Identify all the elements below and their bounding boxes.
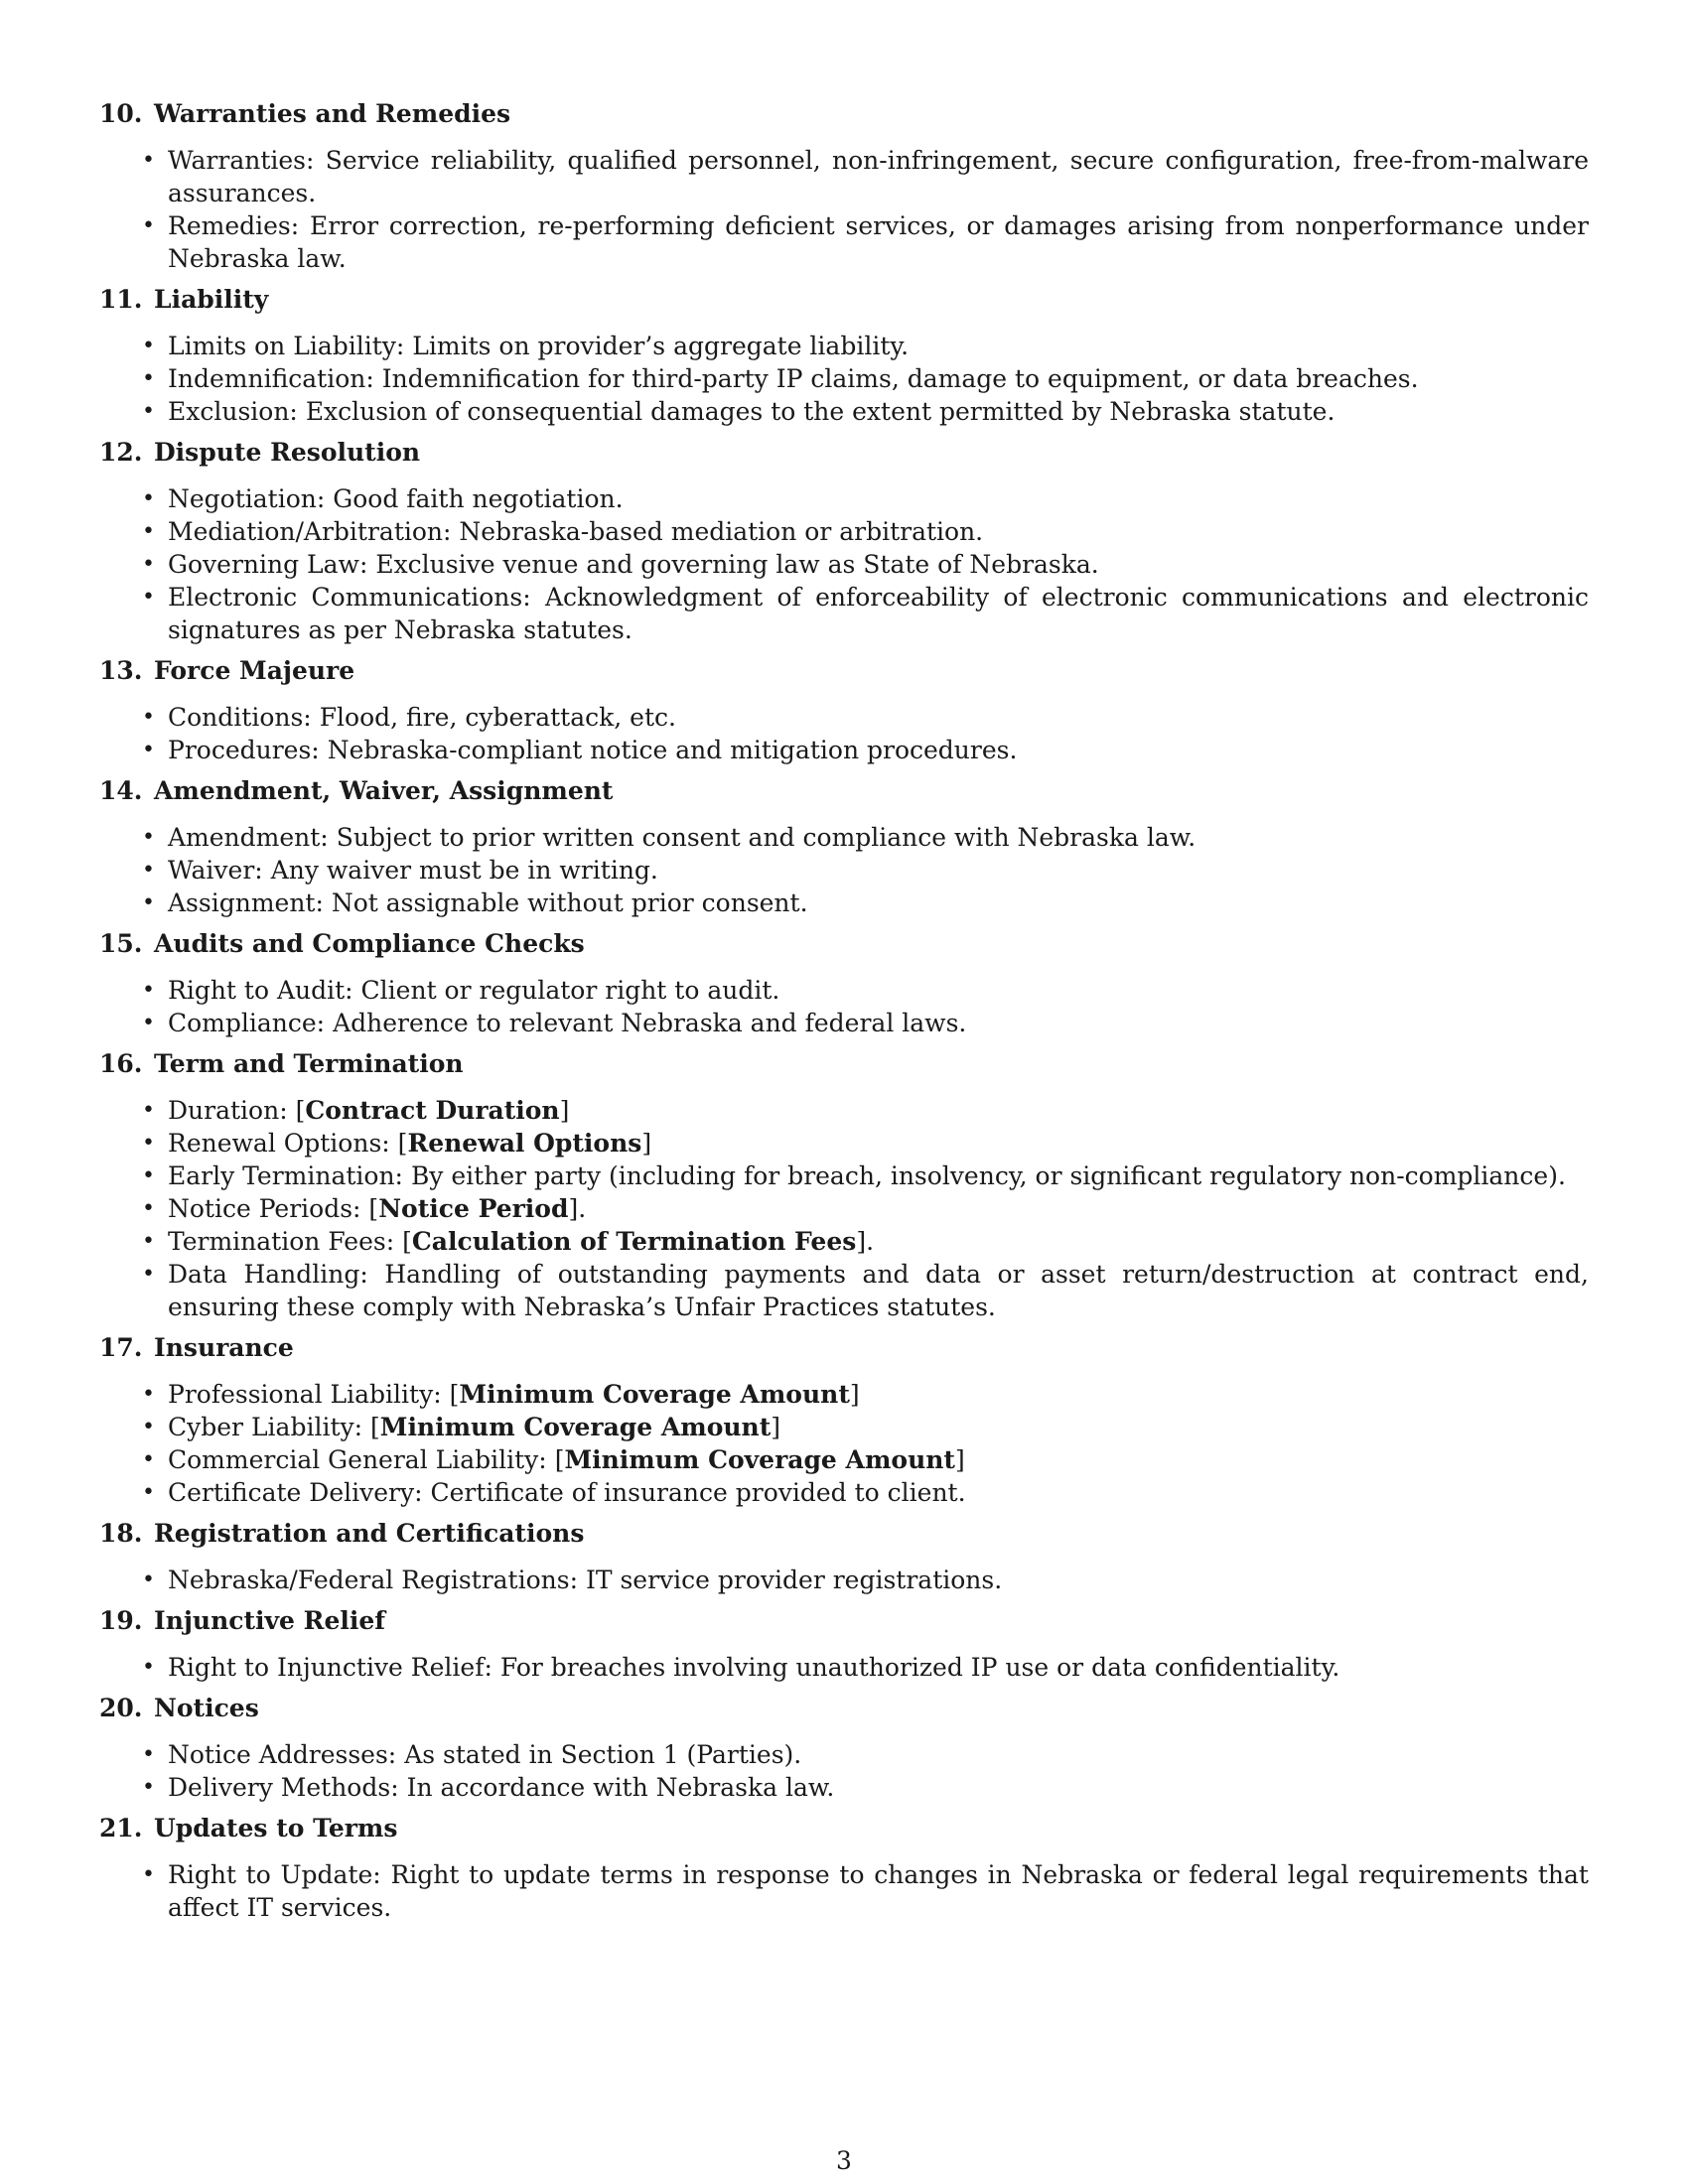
item-label: Delivery Methods: xyxy=(168,1773,399,1802)
item-text: Not assignable without prior consent. xyxy=(331,888,808,917)
bullet-icon: • xyxy=(142,1862,155,1887)
section-title: Insurance xyxy=(154,1333,294,1362)
section-heading xyxy=(99,1604,1589,1638)
list-item xyxy=(99,1476,1589,1509)
list-item: • Notice Periods: [Notice Period]. xyxy=(142,1194,587,1223)
item-text: Certificate of insurance provided to client. xyxy=(430,1478,966,1507)
section-title: Liability xyxy=(154,285,269,314)
list-item xyxy=(99,362,1589,395)
item-label: Warranties: xyxy=(168,146,315,175)
section-heading xyxy=(99,97,1589,131)
section-heading xyxy=(99,283,1589,317)
section-number: 20. xyxy=(99,1694,143,1722)
page-number: 3 xyxy=(836,2146,852,2175)
list-item xyxy=(99,144,1589,209)
bullet-list xyxy=(99,821,1589,919)
section-number: 16. xyxy=(99,1049,143,1078)
section-number: 12. xyxy=(99,438,143,467)
item-label: Right to Update: xyxy=(168,1860,381,1889)
item-text: Limits on provider’s aggregate liability. xyxy=(412,332,910,360)
placeholder-field: Minimum Coverage Amount xyxy=(564,1445,955,1474)
section-heading xyxy=(99,1692,1589,1725)
list-item xyxy=(99,854,1589,887)
item-label: Governing Law: xyxy=(168,550,368,579)
bullet-list xyxy=(99,701,1589,766)
list-item xyxy=(99,1160,1589,1192)
bullet-icon: • xyxy=(142,148,155,173)
item-label: Commercial General Liability: xyxy=(168,1445,547,1474)
placeholder-field: Minimum Coverage Amount xyxy=(379,1413,772,1441)
bullet-icon: • xyxy=(142,1098,155,1123)
bullet-icon: • xyxy=(142,738,155,762)
placeholder-field: Renewal Options xyxy=(407,1129,642,1158)
item-text: Nebraska-compliant notice and mitigation procedures. xyxy=(327,736,1018,764)
section-number: 19. xyxy=(99,1606,143,1635)
list-item xyxy=(99,1007,1589,1039)
section-title: Registration and Certifications xyxy=(154,1519,585,1548)
bullet-icon: • xyxy=(142,334,155,358)
item-label: Negotiation: xyxy=(168,484,326,513)
item-label: Notice Addresses: xyxy=(168,1740,397,1769)
section-number: 21. xyxy=(99,1814,143,1843)
section-heading xyxy=(99,1812,1589,1845)
bullet-icon: • xyxy=(142,1011,155,1035)
item-text: As stated in Section 1 (Parties). xyxy=(404,1740,802,1769)
item-text: In accordance with Nebraska law. xyxy=(406,1773,835,1802)
list-item xyxy=(99,395,1589,428)
list-item xyxy=(99,701,1589,734)
section-17 xyxy=(99,1331,1589,1509)
list-item xyxy=(99,974,1589,1007)
list-item xyxy=(99,821,1589,854)
item-suffix: . xyxy=(578,1194,587,1223)
bullet-icon: • xyxy=(142,213,155,238)
item-text: Adherence to relevant Nebraska and federal laws. xyxy=(333,1009,967,1037)
section-14 xyxy=(99,774,1589,919)
section-heading xyxy=(99,1047,1589,1081)
bullet-icon: • xyxy=(142,399,155,424)
bullet-icon: • xyxy=(142,1447,155,1472)
bullet-icon: • xyxy=(142,519,155,544)
section-20 xyxy=(99,1692,1589,1804)
section-title: Amendment, Waiver, Assignment xyxy=(154,776,614,805)
list-item xyxy=(99,1258,1589,1323)
list-item: • Cyber Liability: [Minimum Coverage Amount] xyxy=(142,1413,781,1441)
section-title: Notices xyxy=(154,1694,259,1722)
item-label: Right to Audit: xyxy=(168,976,353,1005)
section-number: 11. xyxy=(99,285,143,314)
sections-container xyxy=(99,97,1589,1924)
item-text: Right to update terms in response to changes in Nebraska or federal legal requirements that affect IT services. xyxy=(168,1860,1589,1922)
bullet-icon: • xyxy=(142,858,155,883)
section-13 xyxy=(99,654,1589,766)
item-text: Flood, fire, cyberattack, etc. xyxy=(319,703,676,732)
bullet-icon: • xyxy=(142,1163,155,1188)
list-item: • Renewal Options: [Renewal Options] xyxy=(142,1129,652,1158)
bullet-icon: • xyxy=(142,1262,155,1287)
list-item xyxy=(99,548,1589,581)
bullet-icon: • xyxy=(142,890,155,915)
item-text: For breaches involving unauthorized IP use or data confidentiality. xyxy=(499,1653,1340,1682)
document-page xyxy=(99,97,1589,1932)
bullet-icon: • xyxy=(142,1229,155,1254)
section-16 xyxy=(99,1047,1589,1323)
section-11 xyxy=(99,283,1589,428)
list-item xyxy=(99,1738,1589,1771)
bullet-icon: • xyxy=(142,1655,155,1680)
bullet-icon: • xyxy=(142,552,155,577)
bullet-icon: • xyxy=(142,1196,155,1221)
bullet-list xyxy=(99,1738,1589,1804)
item-text: IT service provider registrations. xyxy=(585,1566,1003,1594)
list-item xyxy=(99,1771,1589,1804)
section-19 xyxy=(99,1604,1589,1684)
list-item: • Commercial General Liability: [Minimum Coverage Amount] xyxy=(142,1445,965,1474)
item-label: Nebraska/Federal Registrations: xyxy=(168,1566,579,1594)
item-label: Conditions: xyxy=(168,703,312,732)
bullet-list xyxy=(99,1564,1589,1596)
bullet-icon: • xyxy=(142,1775,155,1800)
item-text: Good faith negotiation. xyxy=(333,484,624,513)
bullet-icon: • xyxy=(142,585,155,610)
item-label: Termination Fees: xyxy=(168,1227,395,1256)
section-title: Updates to Terms xyxy=(154,1814,398,1843)
list-item xyxy=(99,209,1589,275)
item-label: Electronic Communications: xyxy=(168,583,531,612)
item-label: Mediation/Arbitration: xyxy=(168,517,452,546)
bullet-list xyxy=(99,1378,1589,1509)
item-text: Exclusive venue and governing law as State of Nebraska. xyxy=(375,550,1099,579)
placeholder-field: Minimum Coverage Amount xyxy=(459,1380,850,1409)
placeholder-field: Contract Duration xyxy=(305,1096,560,1125)
list-item: • Termination Fees: [Calculation of Termination Fees]. xyxy=(142,1227,875,1256)
bullet-list xyxy=(99,1858,1589,1924)
bullet-icon: • xyxy=(142,1382,155,1407)
section-number: 18. xyxy=(99,1519,143,1548)
item-label: Data Handling: xyxy=(168,1260,368,1289)
list-item xyxy=(99,887,1589,919)
section-heading xyxy=(99,1331,1589,1365)
bullet-icon: • xyxy=(142,1568,155,1592)
bullet-icon: • xyxy=(142,486,155,511)
item-label: Compliance: xyxy=(168,1009,326,1037)
section-21 xyxy=(99,1812,1589,1924)
bullet-icon: • xyxy=(142,825,155,850)
section-number: 10. xyxy=(99,99,143,128)
item-text: Any waiver must be in writing. xyxy=(270,856,658,885)
list-item xyxy=(99,482,1589,515)
bullet-list xyxy=(99,330,1589,428)
item-text: Error correction, re-performing deficient services, or damages arising from nonperformance under Nebraska law. xyxy=(168,211,1589,273)
list-item xyxy=(99,1564,1589,1596)
item-label: Procedures: xyxy=(168,736,320,764)
item-text: Handling of outstanding payments and data or asset return/destruction at contract end, ensuring these comply with Nebraska’s Unfair Practices statutes. xyxy=(168,1260,1589,1321)
placeholder-field: Notice Period xyxy=(378,1194,569,1223)
bullet-icon: • xyxy=(142,366,155,391)
list-item xyxy=(99,1858,1589,1924)
item-suffix: . xyxy=(866,1227,875,1256)
item-label: Early Termination: xyxy=(168,1161,403,1190)
item-label: Duration: xyxy=(168,1096,288,1125)
section-heading xyxy=(99,927,1589,961)
list-item xyxy=(99,515,1589,548)
item-text: Indemnification for third-party IP claims, damage to equipment, or data breaches. xyxy=(381,364,1419,393)
item-text: By either party (including for breach, insolvency, or significant regulatory non-compliance). xyxy=(410,1161,1566,1190)
list-item xyxy=(99,330,1589,362)
section-10 xyxy=(99,97,1589,275)
section-12 xyxy=(99,436,1589,646)
section-heading xyxy=(99,654,1589,688)
section-heading xyxy=(99,1517,1589,1551)
section-title: Dispute Resolution xyxy=(154,438,421,467)
bullet-icon: • xyxy=(142,978,155,1003)
item-label: Cyber Liability: xyxy=(168,1413,363,1441)
placeholder-field: Calculation of Termination Fees xyxy=(411,1227,857,1256)
section-number: 15. xyxy=(99,929,143,958)
section-title: Force Majeure xyxy=(154,656,355,685)
bullet-icon: • xyxy=(142,1742,155,1767)
section-number: 17. xyxy=(99,1333,143,1362)
list-item: • Duration: [Contract Duration] xyxy=(142,1096,570,1125)
item-label: Remedies: xyxy=(168,211,300,240)
item-text: Exclusion of consequential damages to the extent permitted by Nebraska statute. xyxy=(305,397,1336,426)
section-heading xyxy=(99,436,1589,470)
bullet-icon: • xyxy=(142,1480,155,1505)
item-label: Waiver: xyxy=(168,856,263,885)
item-text: Service reliability, qualified personnel, non-infringement, secure configuration, free-from-malware assurances. xyxy=(168,146,1589,207)
item-label: Amendment: xyxy=(168,823,329,852)
bullet-list xyxy=(99,144,1589,275)
bullet-icon: • xyxy=(142,1131,155,1156)
list-item xyxy=(99,734,1589,766)
item-text: Nebraska-based mediation or arbitration. xyxy=(459,517,984,546)
item-label: Professional Liability: xyxy=(168,1380,442,1409)
item-label: Indemnification: xyxy=(168,364,374,393)
list-item: • Professional Liability: [Minimum Coverage Amount] xyxy=(142,1380,860,1409)
section-title: Audits and Compliance Checks xyxy=(154,929,585,958)
item-label: Certificate Delivery: xyxy=(168,1478,423,1507)
bullet-list xyxy=(99,1651,1589,1684)
item-label: Limits on Liability: xyxy=(168,332,405,360)
bullet-icon: • xyxy=(142,1415,155,1439)
section-title: Term and Termination xyxy=(154,1049,464,1078)
bullet-list xyxy=(99,1094,1589,1323)
section-number: 13. xyxy=(99,656,143,685)
item-label: Notice Periods: xyxy=(168,1194,361,1223)
item-label: Assignment: xyxy=(168,888,324,917)
item-text: Acknowledgment of enforceability of electronic communications and electronic signatures as per Nebraska statutes. xyxy=(168,583,1589,644)
item-text: Subject to prior written consent and compliance with Nebraska law. xyxy=(336,823,1196,852)
bullet-list xyxy=(99,974,1589,1039)
bullet-icon: • xyxy=(142,705,155,730)
section-18 xyxy=(99,1517,1589,1596)
section-title: Injunctive Relief xyxy=(154,1606,386,1635)
item-label: Renewal Options: xyxy=(168,1129,390,1158)
section-title: Warranties and Remedies xyxy=(154,99,511,128)
section-number: 14. xyxy=(99,776,143,805)
list-item xyxy=(99,1651,1589,1684)
item-text: Client or regulator right to audit. xyxy=(360,976,780,1005)
section-15 xyxy=(99,927,1589,1039)
item-label: Exclusion: xyxy=(168,397,298,426)
item-label: Right to Injunctive Relief: xyxy=(168,1653,492,1682)
section-heading xyxy=(99,774,1589,808)
bullet-list xyxy=(99,482,1589,646)
list-item xyxy=(99,581,1589,646)
